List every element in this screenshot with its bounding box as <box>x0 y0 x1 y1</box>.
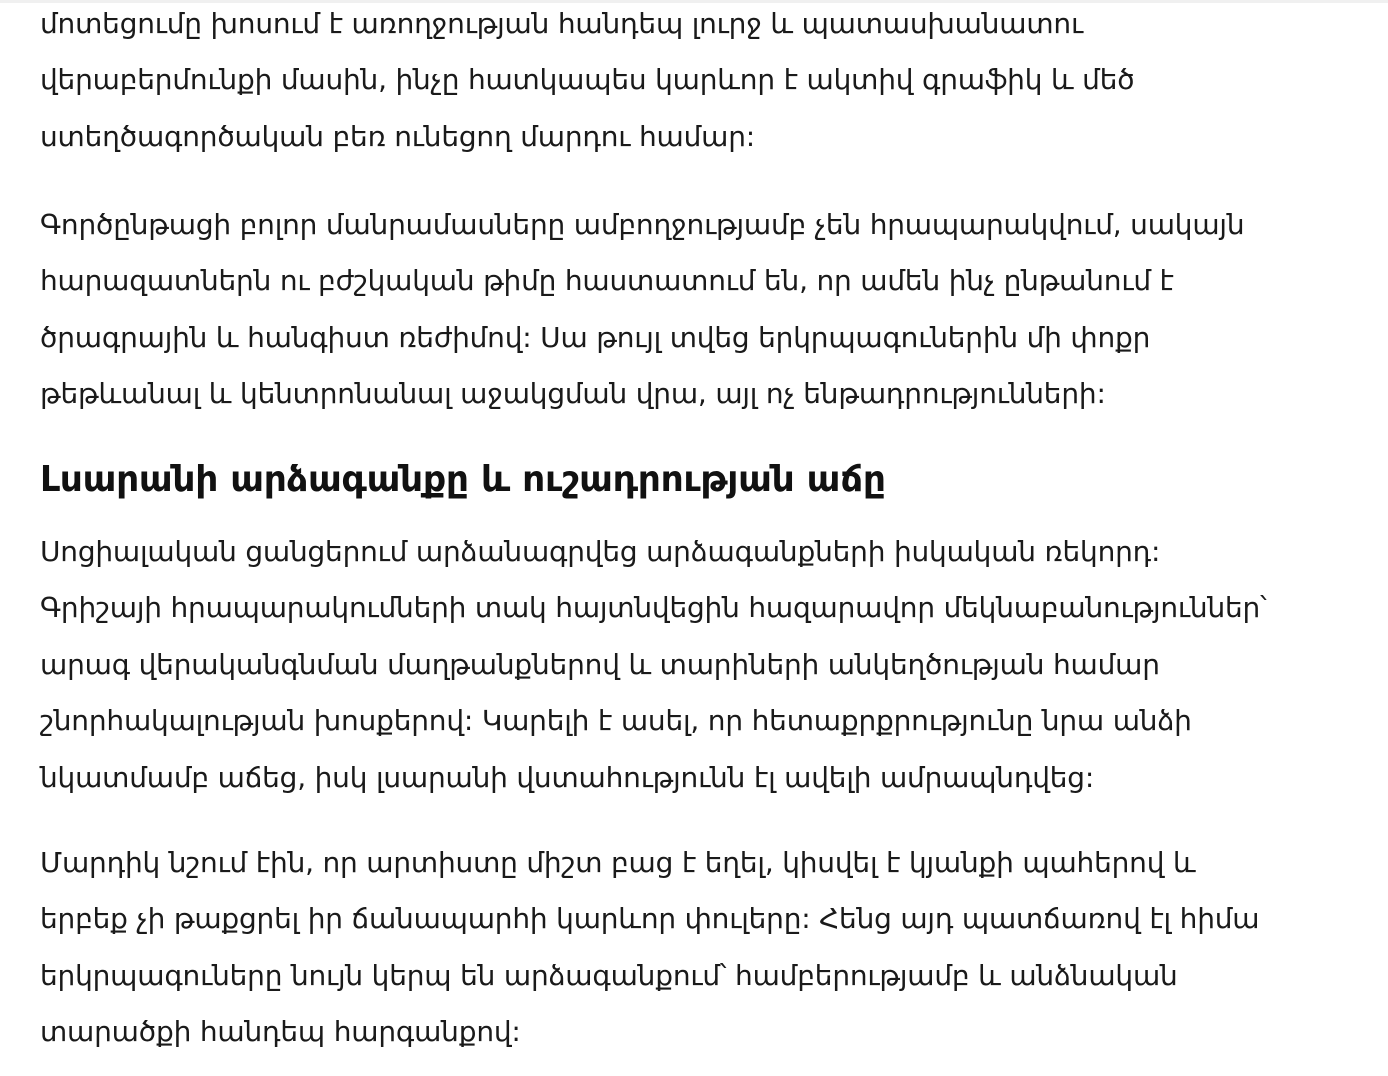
paragraph-line: մոտեցումը խոսում է առողջության հանդեպ լուրջ և պատասխանատու <box>40 7 1083 40</box>
paragraph-line: թեթևանալ և կենտրոնանալ աջակցման վրա, այլ ոչ ենթադրությունների: <box>40 377 1106 411</box>
paragraph-line: նկատմամբ աճեց, իսկ լսարանի վստահությունն էլ ավելի ամրապնդվեց: <box>40 760 1095 794</box>
section-heading: Լսարանի արձագանքը և ուշադրության աճը <box>40 459 886 500</box>
article-paragraph <box>40 0 1135 165</box>
paragraph-line: տարածքի հանդեպ հարգանքով: <box>40 1015 521 1049</box>
paragraph-line: Գործընթացի բոլոր մանրամասները ամբողջությամբ չեն հրապարակվում, սակայն <box>40 208 1245 241</box>
article-paragraph <box>40 524 1267 806</box>
paragraph-line: Գրիշայի հրապարակումների տակ հայտնվեցին հազարավոր մեկնաբանություններ՝ <box>40 591 1267 625</box>
paragraph-line: երբեք չի թաքցրել իր ճանապարհի կարևոր փուլերը: Հենց այդ պատճառով էլ հիմա <box>40 902 1260 936</box>
paragraph-line: ստեղծագործական բեռ ունեցող մարդու համար: <box>40 119 755 153</box>
paragraph-line: երկրպագուները նույն կերպ են արձագանքում՝ համբերությամբ և անձնական <box>40 958 1178 992</box>
paragraph-line: շնորհակալության խոսքերով: Կարելի է ասել, որ հետաքրքրությունը նրա անձի <box>40 704 1192 738</box>
article-paragraph <box>40 197 1244 423</box>
paragraph-line: հարազատներն ու բժշկական թիմը հաստատում են, որ ամեն ինչ ընթանում է <box>40 264 1174 298</box>
article-paragraph <box>40 835 1259 1061</box>
paragraph-line: Սոցիալական ցանցերում արձանագրվեց արձագանքների իսկական ռեկորդ: <box>40 535 1161 568</box>
paragraph-line: Մարդիկ նշում էին, որ արտիստը միշտ բաց է եղել, կիսվել է կյանքի պահերով և <box>40 846 1196 879</box>
paragraph-line: արագ վերականգնման մաղթանքներով և տարիների անկեղծության համար <box>40 647 1160 681</box>
paragraph-line: ծրագրային և հանգիստ ռեժիմով: Սա թույլ տվեց երկրպագուներին մի փոքր <box>40 320 1151 354</box>
paragraph-line: վերաբերմունքի մասին, ինչը հատկապես կարևոր է ակտիվ գրաֆիկ և մեծ <box>40 63 1135 97</box>
